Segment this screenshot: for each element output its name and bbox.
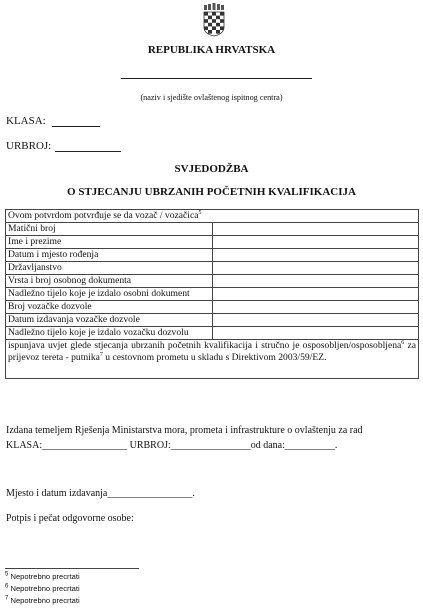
value-cell — [212, 236, 419, 249]
footnote-separator — [5, 568, 139, 569]
table-row: Državljanstvo — [6, 262, 419, 275]
value-cell — [212, 262, 419, 275]
center-placeholder: (naziv i sjedište ovlaštenog ispitnog centra) — [140, 93, 283, 102]
value-cell — [212, 249, 419, 262]
klasa-field — [6, 115, 46, 127]
place-date-field: Mjesto i datum izdavanja_________________. — [6, 488, 195, 499]
klasa-line — [52, 126, 100, 127]
signature-label: Potpis i pečat odgovorne osobe: — [6, 513, 134, 524]
statement-cell: ispunjava uvjet glede stjecanja ubrzanih početnih kvalifikacija i stručno je osposobljen/osposobljena$^6$ za prijevoz tereta - putnika$^7$ u cestovnom prometu u skladu s Direktivom 2003/59/EZ. — [6, 340, 419, 379]
table-row: Nadležno tijelo koje je izdalo osobni dokument — [6, 288, 419, 301]
document-title: SVJEDODŽBA — [174, 163, 249, 175]
table-row: Nadležno tijelo koje je izdalo vozačku dozvolu — [6, 327, 419, 340]
urbroj-field — [6, 140, 51, 152]
issued-klasa-line: KLASA:_________________ URBROJ:________________od dana:__________. — [6, 440, 338, 451]
table-row: Ime i prezime — [6, 236, 419, 249]
form-intro-cell: Ovom potvrdom potvrđuje se da vozač / vozačica$^5$ — [6, 210, 419, 223]
coat-of-arms-icon — [203, 3, 225, 37]
table-row: Vrsta i broj osobnog dokumenta — [6, 275, 419, 288]
footnote: $^6$ Nepotrebno precrtati — [5, 583, 80, 593]
table-row: Datum i mjesto rođenja — [6, 249, 419, 262]
value-cell — [212, 288, 419, 301]
value-cell — [212, 301, 419, 314]
document-subtitle: O STJECANJU UBRZANIH POČETNIH KVALIFIKACIJA — [67, 186, 356, 198]
table-row: Datum izdavanja vozačke dozvole — [6, 314, 419, 327]
table-row: Matični broj — [6, 223, 419, 236]
issued-text: Izdana temeljem Rješenja Ministarstva mora, prometa i infrastrukture o ovlaštenju za rad — [6, 425, 363, 436]
value-cell — [212, 314, 419, 327]
table-row: Broj vozačke dozvole — [6, 301, 419, 314]
certificate-form-table — [5, 209, 419, 379]
footnote: $^5$ Nepotrebno precrtati — [5, 571, 80, 581]
klasa-label: KLASA: — [6, 115, 46, 127]
value-cell — [212, 327, 419, 340]
urbroj-label: URBROJ: — [6, 140, 52, 152]
value-cell — [212, 223, 419, 236]
form-intro-row — [6, 210, 419, 223]
footnote: $^7$ Nepotrebno precrtati — [5, 595, 80, 605]
statement-row — [6, 340, 419, 379]
urbroj-line — [55, 151, 121, 152]
center-name-line — [121, 78, 312, 79]
republic-heading: REPUBLIKA HRVATSKA — [147, 44, 276, 56]
value-cell — [212, 275, 419, 288]
